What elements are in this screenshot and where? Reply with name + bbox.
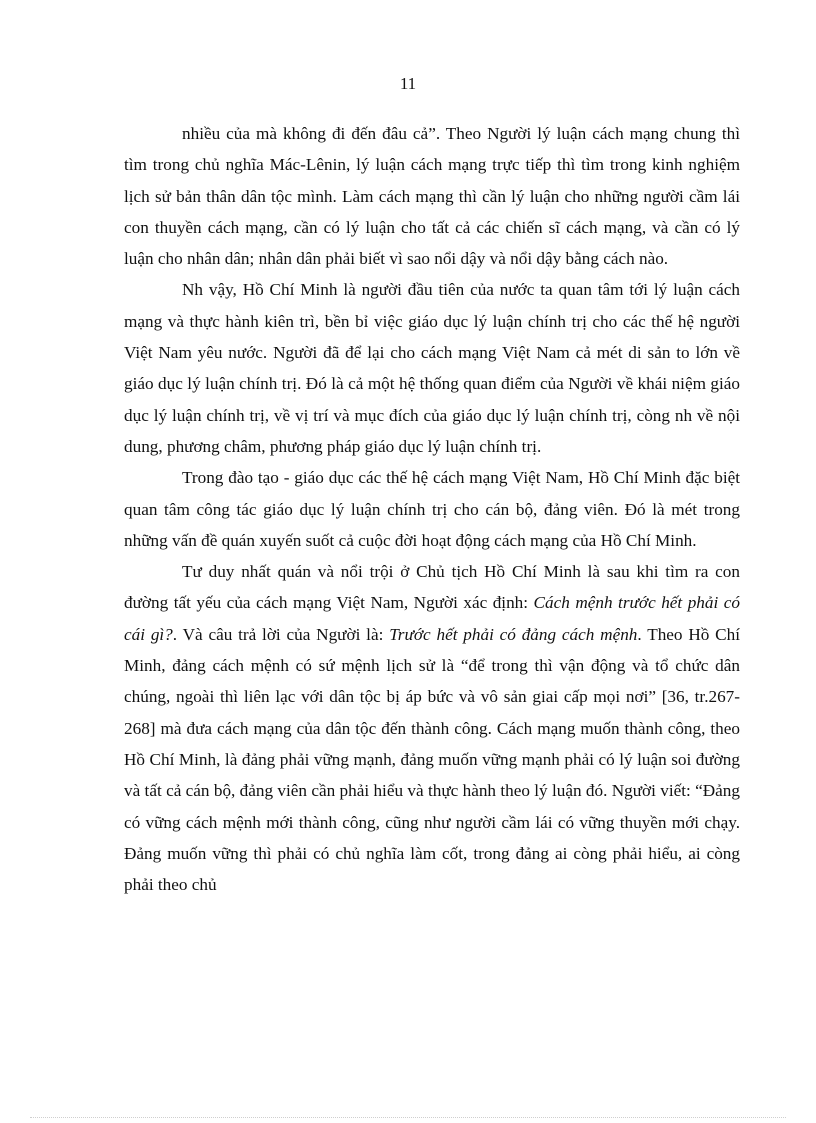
paragraph-text: Tư duy nhất quán và nổi trội ở Chủ tịch Hồ Chí Minh là sau khi tìm ra con đường tất yếu của cách mạng Việt Nam, Người xác định: xyxy=(124,562,740,613)
page-bottom-divider xyxy=(30,1117,786,1118)
paragraph-2 xyxy=(124,274,740,462)
paragraph-1 xyxy=(124,118,740,274)
paragraph-3 xyxy=(124,462,740,556)
paragraph-text: Nh vậy, Hồ Chí Minh là người đầu tiên của nước ta quan tâm tới lý luận cách mạng và thực hành kiên trì, bền bỉ việc giáo dục lý luận chính trị cho các thế hệ người Việt Nam yêu nước. Người đã để lại cho cách mạng Việt Nam cả mét di sản to lớn về giáo dục lý luận chính trị. Đó là cả một hệ thống quan điểm của Người về khái niệm giáo dục lý luận chính trị, về vị trí và mục đích của giáo dục lý luận chính trị, còng nh về nội dung, phương châm, phương pháp giáo dục lý luận chính trị. xyxy=(124,280,740,456)
paragraph-text: nhiều của mà không đi đến đâu cả”. Theo Người lý luận cách mạng chung thì tìm trong chủ nghĩa Mác-Lênin, lý luận cách mạng trực tiếp thì tìm trong kinh nghiệm lịch sử bản thân dân tộc mình. Làm cách mạng thì cần lý luận cho những người cầm lái con thuyền cách mạng, cần có lý luận cho tất cả các chiến sĩ cách mạng, và cần có lý luận cho nhân dân; nhân dân phải biết vì sao nổi dậy và nổi dậy bằng cách nào. xyxy=(124,124,740,269)
body-text xyxy=(124,118,740,900)
paragraph-4 xyxy=(124,556,740,900)
paragraph-text: . Và câu trả lời của Người là: xyxy=(172,624,390,644)
italic-question: Cách mệnh trước hết phải có cái gì? xyxy=(124,593,740,644)
italic-answer: Trước hết phải có đảng cách mệnh xyxy=(389,624,638,644)
page-number: 11 xyxy=(399,74,417,93)
paragraph-text: . Theo Hồ Chí Minh, đảng cách mệnh có sứ mệnh lịch sử là “để trong thì vận động và tổ chức dân chúng, ngoài thì liên lạc với dân tộc bị áp bức và vô sản giai cấp mọi nơi” [36, tr.267-268] mà đưa cách mạng của dân tộc đến thành công. Cách mạng muốn thành công, theo Hồ Chí Minh, là đảng phải vững mạnh, đảng muốn vững mạnh phải có lý luận soi đường và tất cả cán bộ, đảng viên cần phải hiểu và thực hành theo lý luận đó. Người viết: “Đảng có vững cách mệnh mới thành công, cũng như người cầm lái có vững thuyền mới chạy. Đảng muốn vững thì phải có chủ nghĩa làm cốt, trong đảng ai còng phải hiểu, ai còng phải theo chủ xyxy=(124,624,740,895)
paragraph-text: Trong đào tạo - giáo dục các thế hệ cách mạng Việt Nam, Hồ Chí Minh đặc biệt quan tâm công tác giáo dục lý luận chính trị cho cán bộ, đảng viên. Đó là mét trong những vấn đề quán xuyến suốt cả cuộc đời hoạt động cách mạng của Hồ Chí Minh. xyxy=(124,468,740,550)
